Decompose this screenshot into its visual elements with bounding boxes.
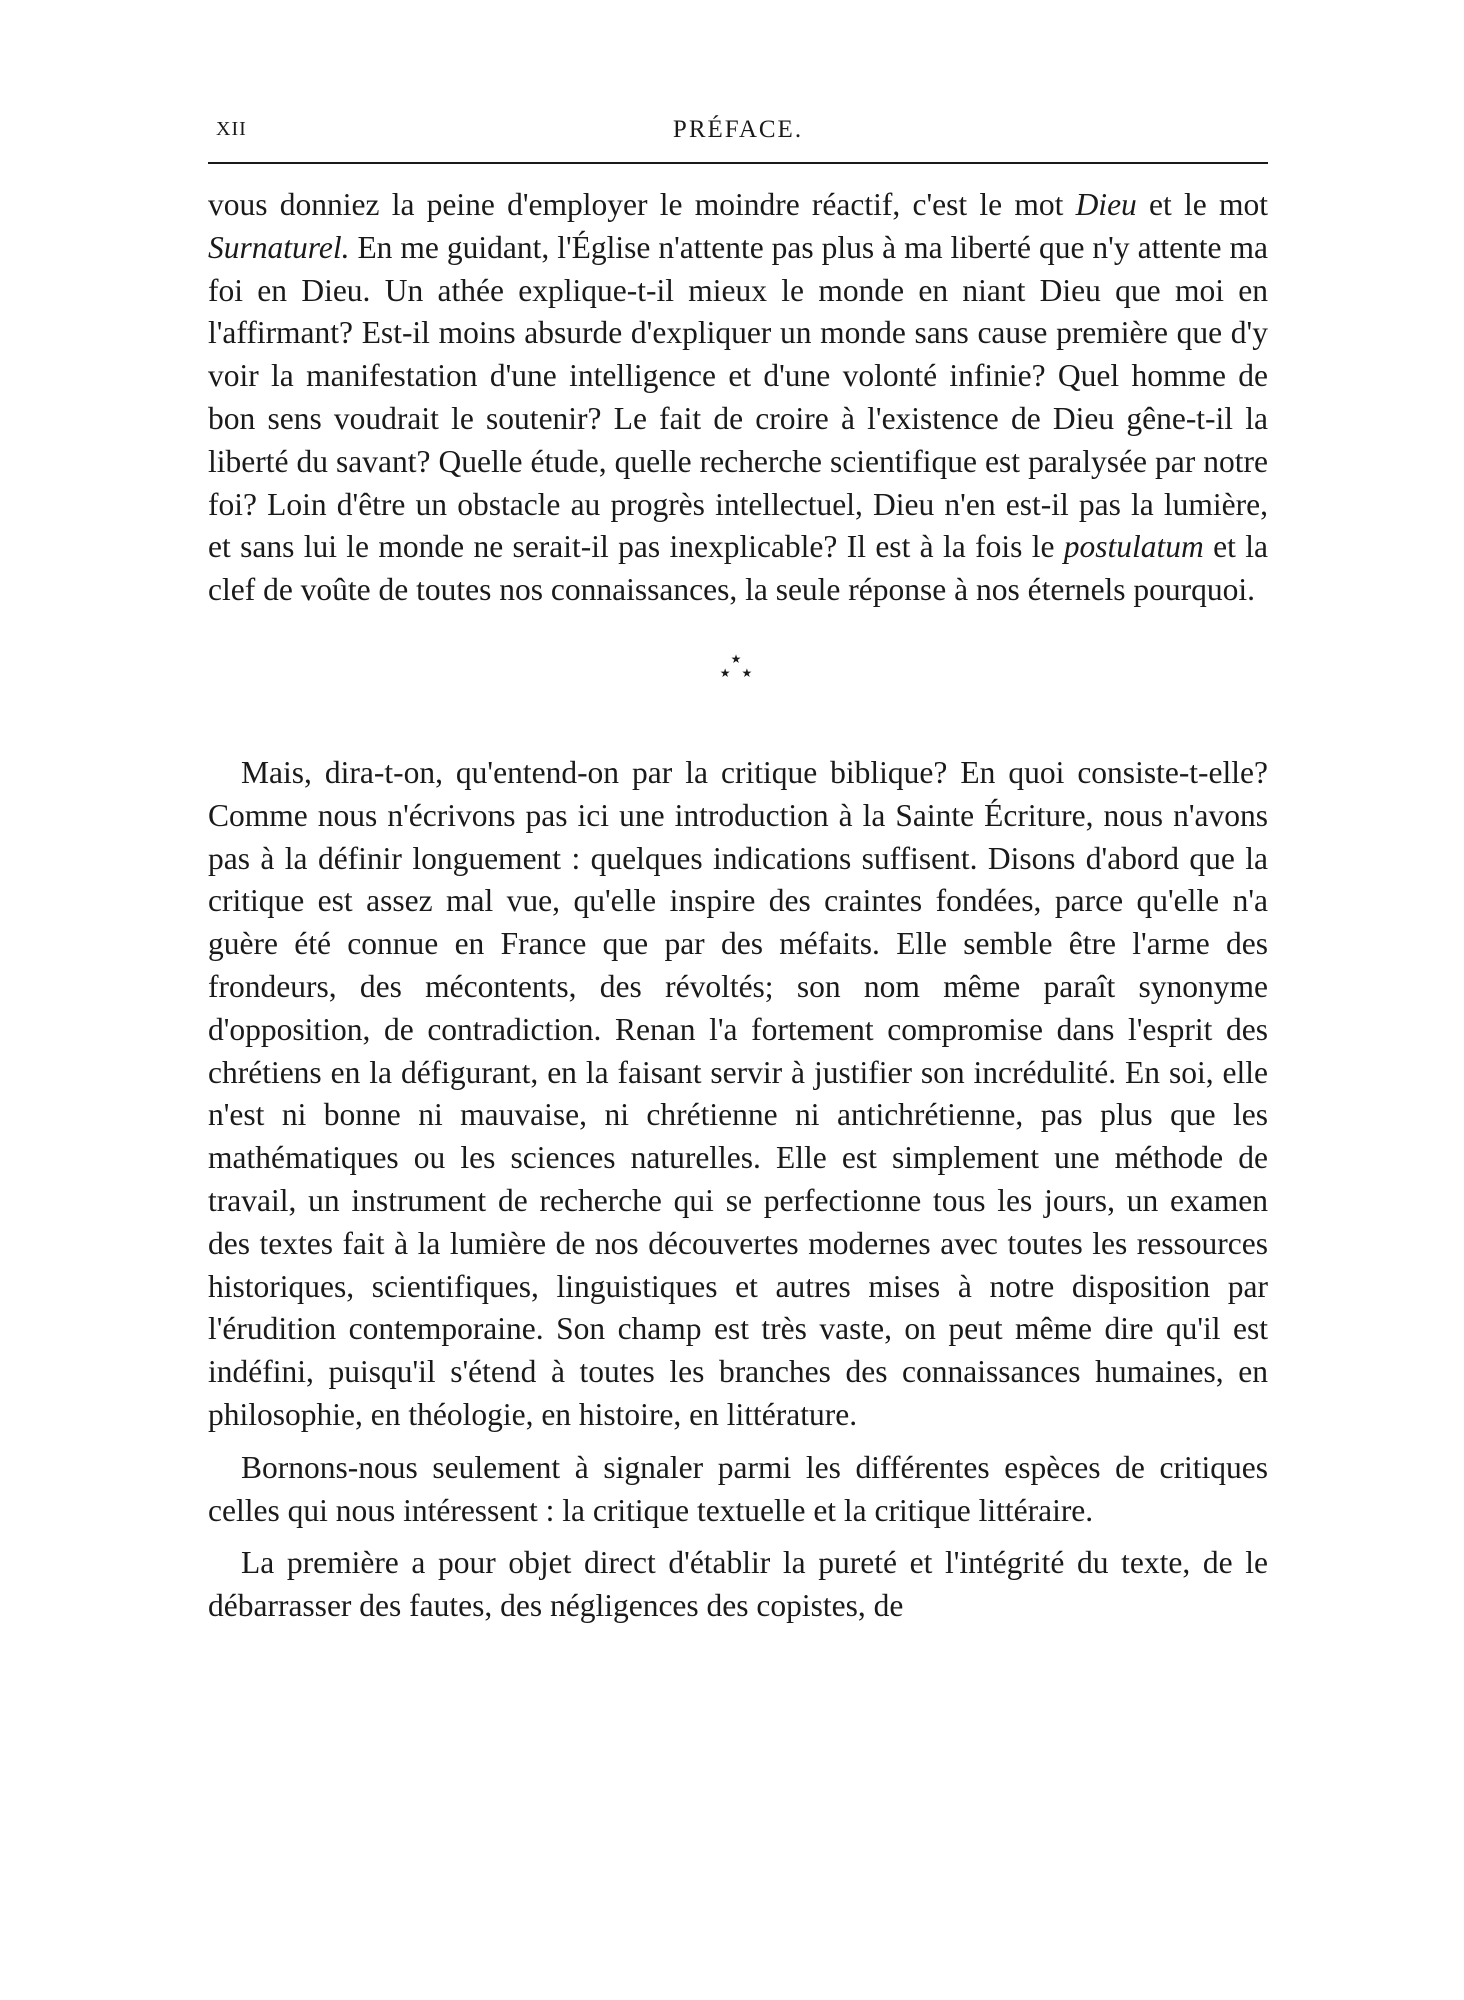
text-run: Bornons-nous seulement à signaler parmi les différentes espèces de critiques celles qui nous intéressent : la critique textuelle et la critique littéraire.	[208, 1449, 1268, 1528]
paragraph-1	[208, 184, 1268, 612]
body-text	[208, 184, 1268, 1628]
header-rule	[208, 162, 1268, 164]
paragraph-2	[208, 752, 1268, 1437]
italic-term-surnaturel: Surnaturel.	[208, 229, 350, 265]
text-run: En me guidant, l'Église n'attente pas plus à ma liberté que n'y attente ma foi en Dieu. Un athée explique-t-il mieux le monde en niant Dieu que moi en l'affirmant? Est-il moins absurde d'expliquer un monde sans cause première que d'y voir la manifestation d'une intelligence et d'une volonté infinie? Quel homme de bon sens voudrait le soutenir? Le fait de croire à l'existence de Dieu gêne-t-il la liberté du savant? Quelle étude, quelle recherche scientifique est paralysée par notre foi? Loin d'être un obstacle au progrès intellectuel, Dieu n'en est-il pas la lumière, et sans lui le monde ne serait-il pas inexplicable? Il est à la fois le	[208, 229, 1268, 565]
italic-term-dieu: Dieu	[1075, 187, 1137, 222]
paragraph-3	[208, 1447, 1268, 1533]
page-number: XII	[216, 118, 247, 140]
asterism-ornament: ★ ★ ★	[719, 651, 757, 680]
text-run: Mais, dira-t-on, qu'entend-on par la critique biblique? En quoi consiste-t-elle? Comme nous n'écrivons pas ici une introduction à la Sainte Écriture, nous n'avons pas à la définir longuement : quelques indications suffisent. Disons d'abord que la critique est assez mal vue, qu'elle inspire des craintes fondées, parce qu'elle n'a guère été connue en France que par des méfaits. Elle semble être l'arme des frondeurs, des mécontents, des révoltés; son nom même paraît synonyme d'opposition, de contradiction. Renan l'a fortement compromise dans l'esprit des chrétiens en la défigurant, en la faisant servir à justifier son incrédulité. En soi, elle n'est ni bonne ni mauvaise, ni chrétienne ni antichrétienne, pas plus que les mathématiques ou les sciences naturelles. Elle est simplement une méthode de travail, un instrument de recherche qui se perfectionne tous les jours, un examen des textes fait à la lumière de nos découvertes modernes avec toutes les ressources historiques, scientifiques, linguistiques et autres mises à notre disposition par l'érudition contemporaine. Son champ est très vaste, on peut même dire qu'il est indéfini, puisqu'il s'étend à toutes les branches des connaissances humaines, en philosophie, en théologie, en histoire, en littérature.	[208, 754, 1268, 1432]
text-run: vous donniez la peine d'employer le moindre réactif, c'est le mot	[208, 187, 1076, 222]
running-head	[208, 108, 1268, 156]
text-run: et la clef de voûte de toutes nos connaissances, la seule réponse à nos éternels pourquoi.	[208, 529, 1268, 608]
text-run: et le mot	[1136, 187, 1268, 222]
italic-term-postulatum: postulatum	[1063, 529, 1204, 565]
text-run: La première a pour objet direct d'établir la pureté et l'intégrité du texte, de le débarrasser des fautes, des négligences des copistes, de	[208, 1545, 1268, 1624]
running-title: PRÉFACE.	[672, 116, 804, 143]
book-page	[208, 108, 1268, 1968]
section-separator	[208, 612, 1268, 752]
paragraph-4	[208, 1542, 1268, 1628]
